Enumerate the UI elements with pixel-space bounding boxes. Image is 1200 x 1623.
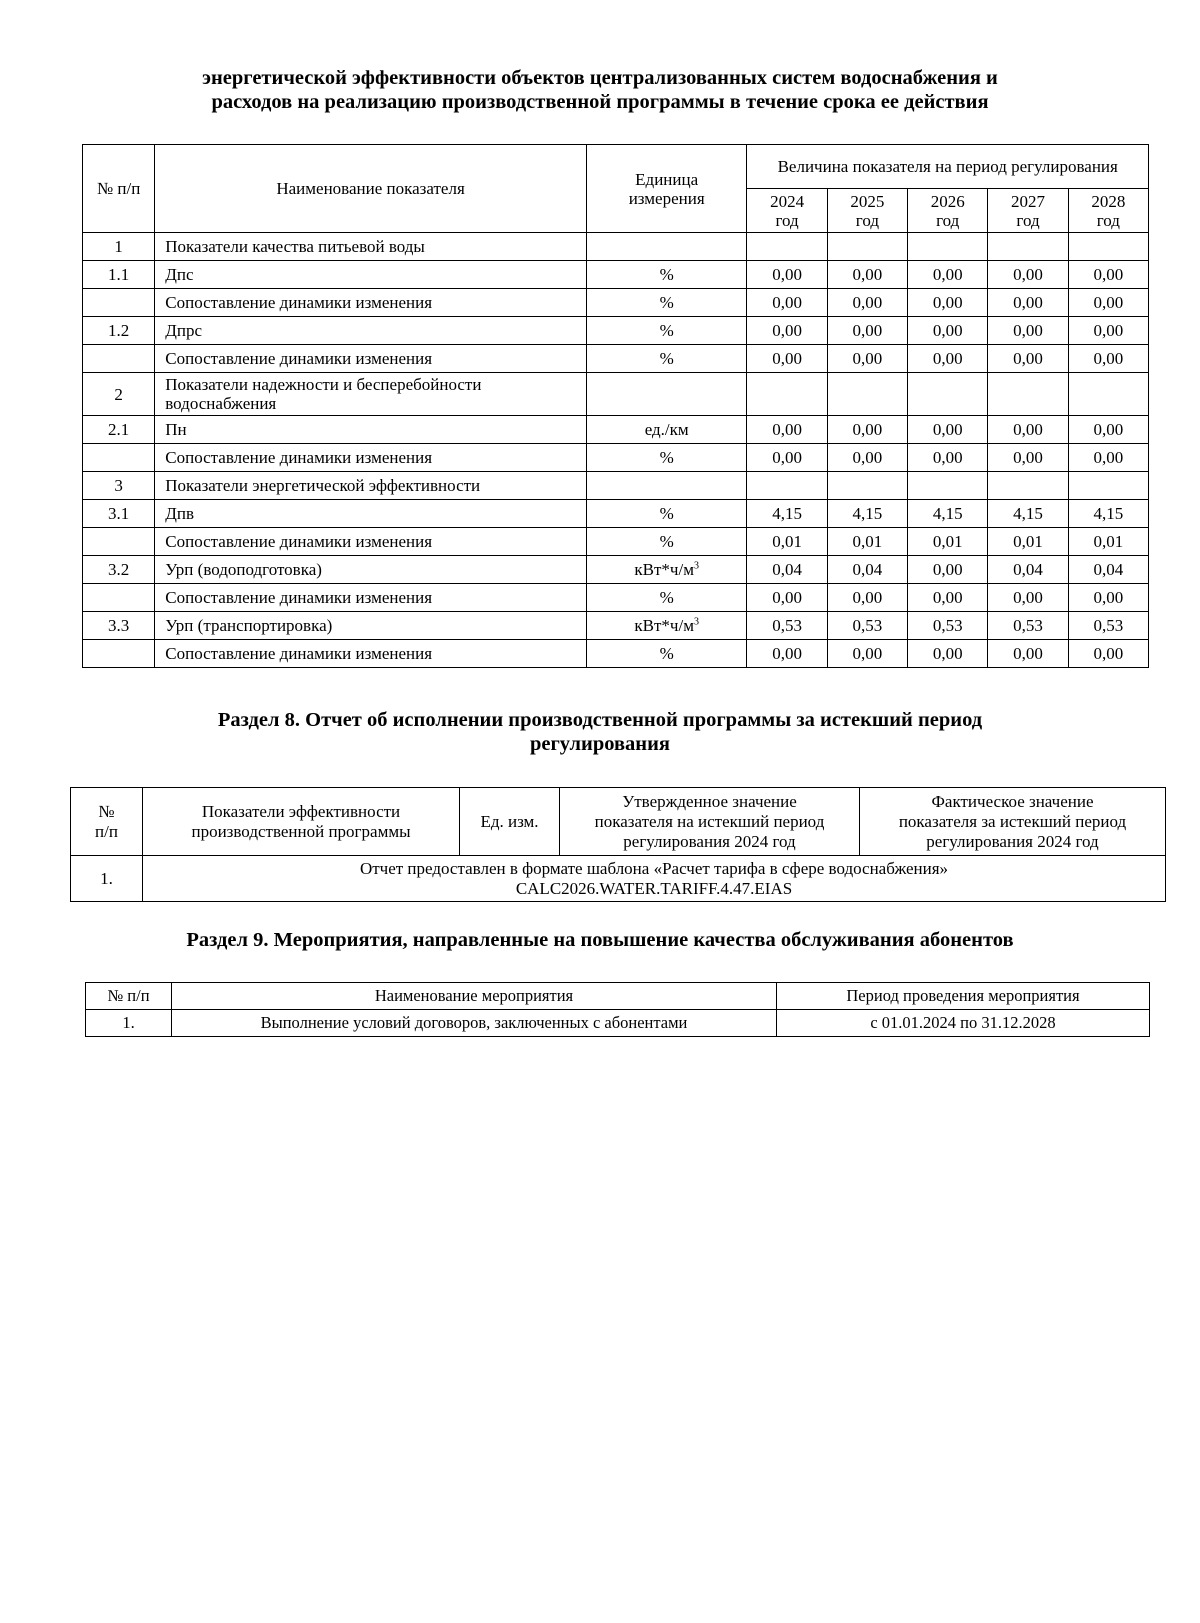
s8-header-actual-line-1: Фактическое значение: [931, 791, 1094, 811]
s8-header-approved-line-1: Утвержденное значение: [622, 791, 797, 811]
indicator-unit: [586, 640, 747, 668]
indicator-num: 3.3: [83, 612, 155, 640]
indicator-value: 0,00: [747, 317, 827, 345]
header-year: [747, 189, 827, 233]
indicator-value: [908, 472, 988, 500]
indicator-row: [83, 416, 1149, 444]
indicator-value: 0,00: [827, 261, 907, 289]
s8-header-indicators: [143, 788, 460, 856]
section8-title-line-1: Раздел 8. Отчет об исполнении производственной программы за истекший период: [217, 709, 983, 731]
section9-title: Раздел 9. Мероприятия, направленные на повышение качества обслуживания абонентов: [186, 929, 1014, 951]
indicator-value: 0,04: [747, 556, 827, 584]
indicator-value: [1068, 233, 1148, 261]
indicator-unit-text: %: [659, 448, 674, 467]
indicator-value: 0,53: [747, 612, 827, 640]
indicator-value: 0,00: [1068, 416, 1148, 444]
indicator-unit: [586, 345, 747, 373]
indicator-name: Дпв: [155, 500, 587, 528]
indicator-row: [83, 261, 1149, 289]
indicator-value: 0,00: [988, 416, 1068, 444]
indicator-value: 0,00: [908, 345, 988, 373]
indicator-row: [83, 317, 1149, 345]
year-suffix: год: [936, 210, 960, 230]
indicator-unit-text: %: [659, 588, 674, 607]
year-suffix: год: [855, 210, 880, 230]
header-unit: [586, 145, 747, 233]
header-period: Величина показателя на период регулирования: [747, 145, 1149, 189]
indicator-unit-text: %: [659, 532, 674, 551]
indicator-value: 0,00: [827, 640, 907, 668]
indicator-value: 0,53: [908, 612, 988, 640]
header-name: Наименование показателя: [155, 145, 587, 233]
s8-header-actual: [860, 788, 1166, 856]
indicator-value: [988, 373, 1068, 416]
indicator-value: 0,00: [827, 345, 907, 373]
indicator-value: 0,53: [1068, 612, 1148, 640]
indicator-value: [747, 472, 827, 500]
indicator-row: [83, 528, 1149, 556]
indicator-unit: [586, 584, 747, 612]
year-label: 2024: [770, 191, 805, 211]
indicator-value: 0,01: [747, 528, 827, 556]
indicator-name: Дпрс: [155, 317, 587, 345]
s9-row-period: с 01.01.2024 по 31.12.2028: [777, 1010, 1150, 1037]
indicator-value: 0,00: [1068, 317, 1148, 345]
indicator-row: [83, 556, 1149, 584]
year-suffix: год: [775, 210, 799, 230]
indicator-value: 0,01: [988, 528, 1068, 556]
indicator-unit: [586, 612, 747, 640]
year-label: 2026: [930, 191, 965, 211]
indicator-num: [83, 444, 155, 472]
indicator-name: Пн: [155, 416, 587, 444]
indicator-value: 0,00: [988, 444, 1068, 472]
indicator-value: 0,00: [908, 289, 988, 317]
indicator-value: 0,00: [988, 584, 1068, 612]
indicator-unit-text: %: [659, 644, 674, 663]
indicator-value: 0,00: [747, 261, 827, 289]
indicator-value: 0,53: [827, 612, 907, 640]
indicator-num: 3.2: [83, 556, 155, 584]
year-label: 2025: [850, 191, 885, 211]
indicator-name: Показатели качества питьевой воды: [155, 233, 587, 261]
indicator-value: 0,00: [908, 416, 988, 444]
indicator-value: [827, 233, 907, 261]
indicator-unit-text: кВт*ч/м: [634, 560, 694, 579]
indicator-value: 0,00: [908, 584, 988, 612]
indicator-value: 4,15: [988, 500, 1068, 528]
indicator-value: 0,00: [747, 345, 827, 373]
indicator-value: 0,00: [747, 640, 827, 668]
indicator-value: 0,00: [988, 261, 1068, 289]
indicator-unit: [586, 261, 747, 289]
indicator-value: 4,15: [908, 500, 988, 528]
indicator-value: [908, 233, 988, 261]
indicator-num: 1: [83, 233, 155, 261]
indicator-unit: [586, 289, 747, 317]
indicator-value: 0,00: [827, 584, 907, 612]
indicator-value: 0,00: [1068, 584, 1148, 612]
indicator-value: 0,01: [827, 528, 907, 556]
indicator-unit-superscript: 3: [693, 616, 699, 628]
title-line-2: расходов на реализацию производственной программы в течение срока ее действия: [211, 91, 989, 113]
indicator-row: [83, 640, 1149, 668]
indicator-value: [988, 233, 1068, 261]
indicator-unit: [586, 444, 747, 472]
indicator-name: Урп (транспортировка): [155, 612, 587, 640]
s8-row-text-line-1: Отчет предоставлен в формате шаблона «Расчет тарифа в сфере водоснабжения»: [359, 858, 949, 878]
indicator-unit: [586, 373, 747, 416]
indicator-num: [83, 345, 155, 373]
indicator-num: 2.1: [83, 416, 155, 444]
s8-header-actual-line-3: регулирования 2024 год: [926, 831, 1099, 851]
s9-row-num: 1.: [86, 1010, 172, 1037]
year-label: 2028: [1091, 191, 1126, 211]
indicator-value: 0,00: [908, 640, 988, 668]
indicator-value: 0,00: [988, 640, 1068, 668]
indicator-value: 0,00: [1068, 261, 1148, 289]
indicator-value: 0,00: [988, 317, 1068, 345]
indicator-value: [908, 373, 988, 416]
s8-header-num-line-2: п/п: [95, 821, 118, 841]
indicators-table: [82, 144, 1149, 668]
indicator-unit: [586, 528, 747, 556]
indicator-value: 0,00: [988, 345, 1068, 373]
indicator-value: 4,15: [1068, 500, 1148, 528]
indicator-num: [83, 640, 155, 668]
s8-header-approved: [560, 788, 860, 856]
indicator-name: Показатели надежности и бесперебойности водоснабжения: [155, 373, 587, 416]
year-suffix: год: [1016, 210, 1040, 230]
indicator-unit: [586, 416, 747, 444]
indicator-value: 0,00: [827, 416, 907, 444]
header-year: [1068, 189, 1148, 233]
indicator-value: 0,00: [908, 556, 988, 584]
indicator-num: [83, 289, 155, 317]
header-unit-line-1: Единица: [635, 169, 699, 189]
indicator-unit-superscript: 3: [693, 560, 699, 572]
indicator-value: [747, 233, 827, 261]
indicator-name: Сопоставление динамики изменения: [155, 444, 587, 472]
s9-header-name: Наименование мероприятия: [172, 983, 777, 1010]
indicator-unit: [586, 472, 747, 500]
header-year: [908, 189, 988, 233]
indicator-value: [1068, 373, 1148, 416]
indicator-value: 4,15: [747, 500, 827, 528]
indicator-unit-text: %: [659, 504, 674, 523]
indicator-value: 0,00: [827, 444, 907, 472]
s9-row-name: Выполнение условий договоров, заключенных с абонентами: [172, 1010, 777, 1037]
indicator-row: [83, 584, 1149, 612]
indicator-value: 0,00: [1068, 444, 1148, 472]
title-line-1: энергетической эффективности объектов централизованных систем водоснабжения и: [202, 67, 998, 89]
indicator-value: [827, 472, 907, 500]
indicator-value: 4,15: [827, 500, 907, 528]
indicator-unit-text: %: [659, 265, 674, 284]
indicator-name: Показатели энергетической эффективности: [155, 472, 587, 500]
indicator-num: 2: [83, 373, 155, 416]
indicator-unit: [586, 556, 747, 584]
indicator-row: [83, 472, 1149, 500]
indicator-name: Дпс: [155, 261, 587, 289]
indicator-row: [83, 233, 1149, 261]
indicator-value: [1068, 472, 1148, 500]
indicator-value: 0,00: [747, 584, 827, 612]
indicator-value: 0,01: [1068, 528, 1148, 556]
indicator-value: 0,00: [747, 444, 827, 472]
header-year: [988, 189, 1068, 233]
indicator-value: 0,00: [908, 317, 988, 345]
year-label: 2027: [1011, 191, 1045, 211]
indicator-value: [827, 373, 907, 416]
indicator-num: 3: [83, 472, 155, 500]
indicator-value: [988, 472, 1068, 500]
indicator-row: [83, 444, 1149, 472]
indicator-unit: [586, 233, 747, 261]
s8-header-approved-line-3: регулирования 2024 год: [623, 831, 796, 851]
indicator-value: 0,00: [1068, 345, 1148, 373]
s8-header-approved-line-2: показателя на истекший период: [594, 811, 825, 831]
indicator-value: 0,00: [908, 444, 988, 472]
indicator-name: Сопоставление динамики изменения: [155, 640, 587, 668]
section9-table: [85, 982, 1150, 1037]
header-num: № п/п: [83, 145, 155, 233]
s8-header-indicators-line-1: Показатели эффективности: [201, 801, 401, 821]
indicator-value: [747, 373, 827, 416]
indicator-unit: [586, 317, 747, 345]
s8-row-num: 1.: [71, 856, 143, 902]
indicator-name: Урп (водоподготовка): [155, 556, 587, 584]
s9-header-num: № п/п: [86, 983, 172, 1010]
indicator-value: 0,04: [1068, 556, 1148, 584]
indicator-unit-text: кВт*ч/м: [634, 616, 694, 635]
indicator-unit: [586, 500, 747, 528]
year-suffix: год: [1096, 210, 1120, 230]
indicator-row: [83, 289, 1149, 317]
indicator-unit-text: %: [659, 349, 674, 368]
indicator-value: 0,53: [988, 612, 1068, 640]
section8-title-line-2: регулирования: [529, 733, 671, 755]
indicator-num: 1.2: [83, 317, 155, 345]
indicators-table-body: [83, 233, 1149, 668]
indicator-name: Сопоставление динамики изменения: [155, 584, 587, 612]
header-year: [827, 189, 907, 233]
s8-header-actual-line-2: показателя за истекший период: [898, 811, 1127, 831]
document-title: [80, 66, 1120, 114]
indicator-unit-text: %: [659, 293, 674, 312]
indicator-value: 0,00: [747, 289, 827, 317]
indicator-value: 0,00: [1068, 640, 1148, 668]
indicator-value: 0,00: [827, 289, 907, 317]
s8-header-indicators-line-2: производственной программы: [191, 821, 411, 841]
section8-table: [70, 787, 1166, 902]
indicator-value: 0,04: [988, 556, 1068, 584]
indicator-num: 3.1: [83, 500, 155, 528]
indicator-unit-text: %: [659, 321, 674, 340]
s8-header-unit: Ед. изм.: [460, 788, 560, 856]
indicator-num: 1.1: [83, 261, 155, 289]
indicator-name: Сопоставление динамики изменения: [155, 345, 587, 373]
indicator-value: 0,04: [827, 556, 907, 584]
indicator-value: 0,00: [988, 289, 1068, 317]
s8-row-text-line-2: CALC2026.WATER.TARIFF.4.47.EIAS: [515, 878, 793, 898]
indicator-value: 0,00: [747, 416, 827, 444]
indicator-row: [83, 345, 1149, 373]
indicator-row: [83, 500, 1149, 528]
s8-header-num-line-1: №: [98, 801, 115, 821]
indicator-value: 0,00: [827, 317, 907, 345]
indicator-name: Сопоставление динамики изменения: [155, 528, 587, 556]
s8-row-text: [143, 856, 1166, 902]
header-unit-line-2: измерения: [628, 188, 705, 208]
indicator-value: 0,00: [908, 261, 988, 289]
indicator-num: [83, 528, 155, 556]
indicator-value: 0,01: [908, 528, 988, 556]
indicator-value: 0,00: [1068, 289, 1148, 317]
indicator-num: [83, 584, 155, 612]
s8-header-num: [71, 788, 143, 856]
section8-title: [80, 708, 1120, 756]
indicator-unit-text: ед./км: [644, 420, 689, 439]
indicator-row: [83, 373, 1149, 416]
indicator-name: Сопоставление динамики изменения: [155, 289, 587, 317]
s9-header-period: Период проведения мероприятия: [777, 983, 1150, 1010]
indicator-row: [83, 612, 1149, 640]
